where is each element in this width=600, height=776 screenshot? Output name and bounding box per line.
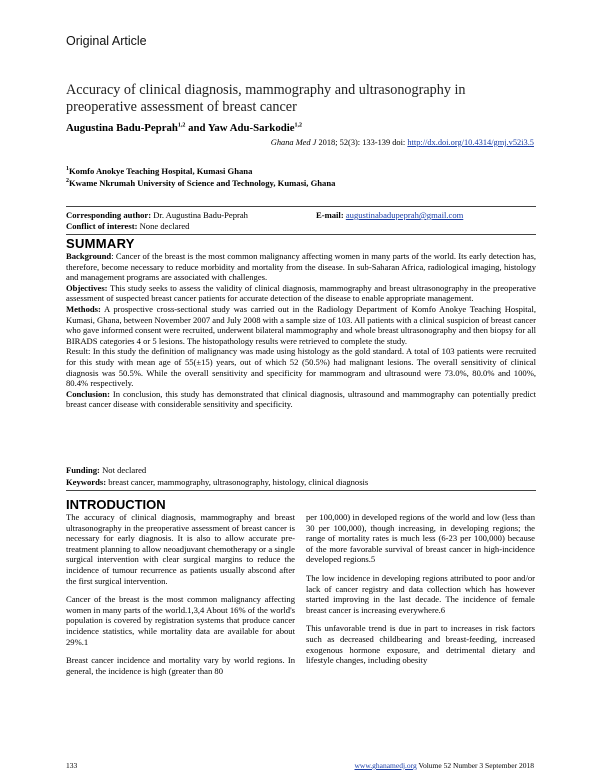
- citation-details: 2018; 52(3): 133-139 doi:: [316, 138, 408, 147]
- author-name: Augustina Badu-Peprah: [66, 122, 178, 134]
- divider-line: [66, 490, 536, 491]
- paragraph: Breast cancer incidence and mortality vary by world regions. In general, the incidence is high (greater than 80: [66, 655, 295, 676]
- objectives-label: Objectives:: [66, 282, 108, 293]
- divider-line: [66, 234, 536, 235]
- paragraph: per 100,000) in developed regions of the world and low (less than 30 per 100,000), though increasing, in developing regions; the range of mortality rates is much less (6-23 per 100,000) because of the more favorable survival of breast cancer in high-incidence developed regions.5: [306, 512, 535, 565]
- affiliation-marker: 1,2: [177, 122, 186, 129]
- summary-conclusion: [66, 389, 536, 410]
- paragraph: The accuracy of clinical diagnosis, mammography and breast ultrasonography in the preoperative assessment of breast cancer is necessary for early diagnosis. It is also to allow accurate pre-treatment planning to allow neoadjuvant chemotherapy or a single surgical intervention with clear surgical margins to reduce the incidence of tumour recurrence as patients usually abscond after the first surgical intervention.: [66, 512, 295, 586]
- conclusion-text: In conclusion, this study has demonstrated that clinical diagnosis, ultrasound and mammography can potentially predict breast cancer disease with considerable sensitivity and specificity.: [66, 388, 536, 410]
- citation-line: [271, 138, 534, 147]
- funding-text: Not declared: [99, 465, 147, 475]
- summary-background: [66, 251, 536, 283]
- keywords-text: breast cancer, mammography, ultrasonography, histology, clinical diagnosis: [106, 477, 369, 487]
- affiliation-text: Kwame Nkrumah University of Science and Technology, Kumasi, Ghana: [69, 178, 336, 188]
- text-column-right: [306, 512, 535, 674]
- funding-line: [66, 465, 536, 475]
- paragraph: The low incidence in developing regions attributed to poor and/or lack of cancer registry and data collection which has however started improving in the last decade. The incidence of female breast cancer is increasing everywhere.6: [306, 572, 535, 615]
- summary-body: [66, 251, 536, 410]
- methods-text: A prospective cross-sectional study was carried out in the Radiology Department of Komfo Anokye Teaching Hospital, Kumasi, Ghana, between November 2007 and July 2008 with a sample size of 103. All patients with a clinical suspicion of breast cancer who gave informed consent were recruited, underwent bilateral mammography and whole breast ultrasonography and then biopsy for all BIRADS categories 4 or 5 lesions. The histopathology results were retrieved to complete the study.: [66, 303, 536, 346]
- corresponding-author-label: Corresponding author:: [66, 210, 152, 220]
- email-link[interactable]: augustinabadupeprah@gmail.com: [345, 210, 464, 220]
- background-text: : Cancer of the breast is the most common malignancy affecting women in many parts of the world. Its early detection has, therefore, become necessary to reduce morbidity and mortality from the disease. In sub-Saharan Africa, radiological imaging, histology and management programs are associated with challenges.: [66, 251, 536, 283]
- conflict-of-interest-line: [66, 221, 189, 231]
- article-type-label: Original Article: [66, 34, 147, 48]
- objectives-text: This study seeks to assess the validity of clinical diagnosis, mammography and breast ultrasonography in the preoperative assessment of suspected breast cancer patients for accurate detection of the disease to enable appropriate management.: [66, 282, 536, 304]
- paragraph: Cancer of the breast is the most common malignancy affecting women in many parts of the world.1,3,4 About 16% of the world's population is covered by registration systems that produce cancer incidence statistics, while mortality data are available for about 29%.1: [66, 594, 295, 647]
- conflict-text: None declared: [137, 221, 190, 231]
- affiliation-2: [66, 178, 335, 188]
- footer-journal-info: [355, 761, 535, 770]
- journal-website-link[interactable]: www.ghanamedj.org: [354, 761, 417, 770]
- affiliation-text: Komfo Anokye Teaching Hospital, Kumasi Ghana: [69, 166, 253, 176]
- summary-methods: [66, 304, 536, 346]
- keywords-label: Keywords:: [66, 477, 107, 487]
- affiliation-marker: 1,2: [294, 122, 303, 129]
- conclusion-label: Conclusion:: [66, 388, 110, 399]
- author-name: Yaw Adu-Sarkodie: [207, 122, 295, 134]
- keywords-line: [66, 477, 536, 487]
- journal-name: Ghana Med J: [270, 138, 317, 147]
- conflict-label: Conflict of interest:: [66, 221, 138, 231]
- summary-result: Result: In this study the definition of malignancy was made using histology as the gold standard. A total of 103 patients were recruited for this study with mean age of 55(±15) years, out of which 52 (50.5%) had malignant lesions. The overall sensitivity of clinical diagnosis was 50.5%. While the overall sensitivity and specificity for mammogram and ultrasound were 73.0%, 80.0% and 100%, 80.4% respectively.: [66, 346, 536, 389]
- affiliation-marker: 2: [66, 178, 69, 185]
- text-column-left: [66, 512, 295, 684]
- paragraph: This unfavorable trend is due in part to increases in risk factors such as decreased childbearing and breast-feeding, increased exogenous hormone exposure, and detrimental dietary and lifestyle changes, including obesity: [306, 623, 535, 666]
- email-label: E-mail:: [316, 210, 344, 220]
- summary-heading: SUMMARY: [66, 236, 135, 251]
- affiliation-1: [66, 166, 252, 176]
- doi-link[interactable]: http://dx.doi.org/10.4314/gmj.v52i3.5: [407, 138, 534, 147]
- email-block: [316, 210, 463, 220]
- summary-objectives: [66, 283, 536, 304]
- methods-label: Methods:: [66, 303, 101, 314]
- corresponding-author-name: Dr. Augustina Badu-Peprah: [151, 210, 248, 220]
- background-label: Background: [66, 251, 112, 261]
- introduction-heading: INTRODUCTION: [66, 497, 166, 512]
- issue-info: Volume 52 Number 3 September 2018: [416, 761, 534, 770]
- funding-label: Funding:: [66, 465, 100, 475]
- page-number: 133: [66, 761, 78, 770]
- article-title: Accuracy of clinical diagnosis, mammography and ultrasonography in preoperative assessment of breast cancer: [66, 82, 466, 115]
- corresponding-author-line: [66, 210, 546, 220]
- affiliation-marker: 1: [66, 166, 69, 173]
- divider-line: [66, 206, 536, 207]
- author-conjunction: and: [185, 122, 208, 134]
- author-list: [66, 122, 302, 134]
